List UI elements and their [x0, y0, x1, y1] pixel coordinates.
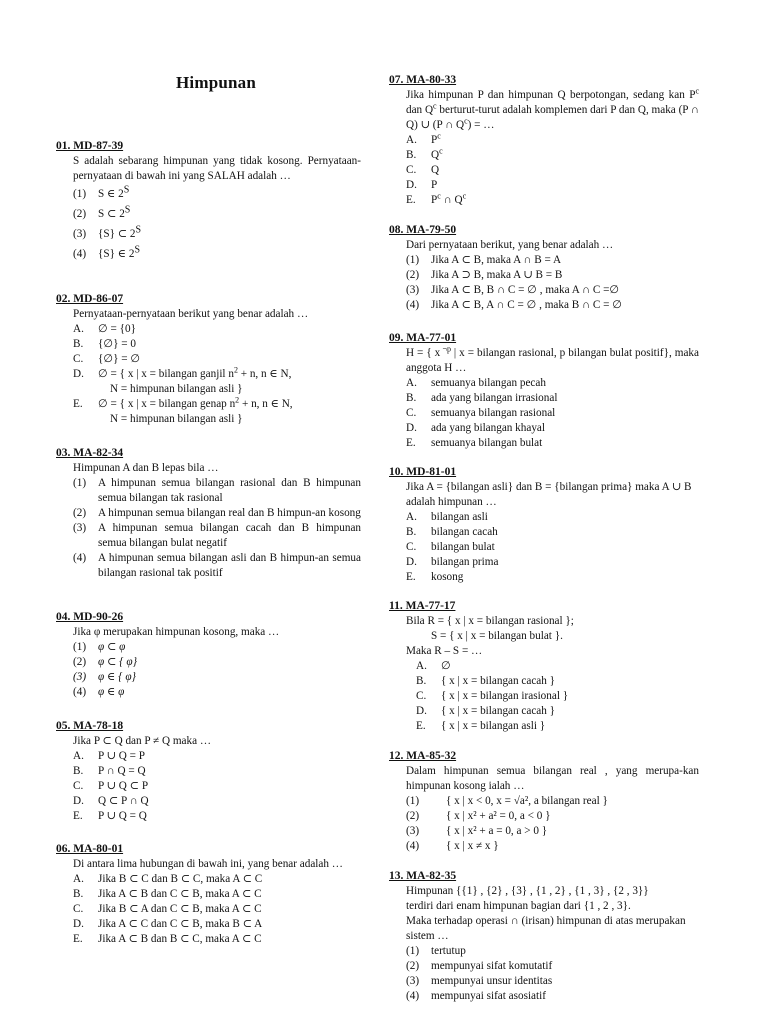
- option: A. bilangan asli: [406, 511, 488, 523]
- option: D. ∅ = { x | x = bilangan ganjil $n^2 + n$, n ∈ N, N = himpunan bilangan asli }: [73, 365, 292, 395]
- question-id: 04. MD-90-26: [56, 611, 124, 623]
- option: (2) A himpunan semua bilangan real dan B himpun-an kosong: [73, 507, 361, 519]
- question-09: [389, 331, 699, 451]
- question-id: 08. MA-79-50: [389, 224, 457, 236]
- option: (3) Jika A ⊂ B, B ∩ C = ∅ , maka A ∩ C =∅: [406, 284, 620, 296]
- question-12: [389, 749, 699, 854]
- question-stem: Bila R = { x | x = bilangan rasional };: [406, 615, 574, 627]
- question-03: [56, 446, 361, 581]
- question-stem: Di antara lima hubungan di bawah ini, yang benar adalah …: [73, 858, 343, 870]
- question-08: [389, 223, 699, 313]
- option: A. semuanya bilangan pecah: [406, 377, 546, 389]
- question-id: 06. MA-80-01: [56, 843, 124, 855]
- option: D. Q ⊂ P ∩ Q: [73, 795, 149, 807]
- option: (1) { x | x < 0, x = √a², a bilangan real }: [406, 795, 608, 807]
- question-stem: Jika φ merupakan himpunan kosong, maka …: [73, 626, 280, 638]
- option: C. semuanya bilangan rasional: [406, 407, 556, 419]
- question-id: 10. MD-81-01: [389, 466, 457, 478]
- option: E. kosong: [406, 571, 464, 583]
- question-stem: Maka R – S = …: [406, 645, 483, 657]
- option: B. { x | x = bilangan cacah }: [416, 675, 556, 687]
- option: B. Jika A ⊂ B dan C ⊂ B, maka A ⊂ C: [73, 888, 262, 900]
- question-stem: Jika A = {bilangan asli} dan B = {bilangan prima} maka A ∪ B adalah himpunan …: [406, 481, 692, 508]
- option: C. Jika B ⊂ A dan C ⊂ B, maka A ⊂ C: [73, 903, 262, 915]
- question-id: 05. MA-78-18: [56, 720, 124, 732]
- option: A. ∅ = {0}: [73, 323, 136, 335]
- question-stem: Dari pernyataan berikut, yang benar adalah …: [406, 239, 614, 251]
- option: B. $Q^c$: [406, 146, 443, 161]
- question-id: 03. MA-82-34: [56, 447, 124, 459]
- question-10: [389, 465, 699, 585]
- question-13: [389, 869, 699, 1004]
- option: E. ∅ = { x | x = bilangan genap $n^2 + n$, n ∈ N, N = himpunan bilangan asli }: [73, 395, 293, 425]
- question-05: [56, 719, 361, 824]
- option: (3) {S} ⊂ $2^S$: [73, 224, 142, 240]
- option: D. { x | x = bilangan cacah }: [416, 705, 556, 717]
- question-stem: Himpunan A dan B lepas bila …: [73, 462, 219, 474]
- question-id: 01. MD-87-39: [56, 140, 124, 152]
- option: E. $P^c$ ∩ $Q^c$: [406, 191, 467, 206]
- question-id: 13. MA-82-35: [389, 870, 457, 882]
- question-stem: Pernyataan-pernyataan berikut yang benar adalah …: [73, 308, 309, 320]
- option: D. ada yang bilangan khayal: [406, 422, 546, 434]
- option: D. bilangan prima: [406, 556, 499, 568]
- option: B. ada yang bilangan irrasional: [406, 392, 558, 404]
- option: B. bilangan cacah: [406, 526, 498, 538]
- question-stem: H = { x $^{\neg p}$ | x = bilangan rasional, p bilangan bulat positif}, maka anggota H …: [406, 344, 699, 374]
- option: (1) Jika A ⊂ B, maka A ∩ B = A: [406, 254, 562, 266]
- option: (2) φ ⊂ { φ}: [73, 656, 138, 668]
- option: A. ∅: [416, 660, 451, 672]
- option: E. semuanya bilangan bulat: [406, 437, 543, 449]
- question-stem: Maka terhadap operasi ∩ (irisan) himpunan di atas merupakan sistem …: [406, 915, 686, 942]
- question-stem: S = { x | x = bilangan bulat }.: [431, 630, 563, 642]
- option: E. { x | x = bilangan asli }: [416, 720, 546, 732]
- option: (4) Jika A ⊂ B, A ∩ C = ∅ , maka B ∩ C = ∅: [406, 299, 622, 311]
- option: (3) φ ∈ { φ}: [73, 671, 136, 683]
- option: C. P ∪ Q ⊂ P: [73, 780, 149, 792]
- option: A. P ∪ Q = P: [73, 750, 145, 762]
- question-stem: Jika P ⊂ Q dan P ≠ Q maka …: [73, 735, 212, 747]
- option: (3) A himpunan semua bilangan cacah dan B himpunan semua bilangan bulat negatif: [73, 522, 361, 549]
- question-stem: terdiri dari enam himpunan bagian dari {1 , 2 , 3}.: [406, 900, 631, 912]
- question-01: [56, 139, 361, 264]
- question-06: [56, 842, 361, 947]
- option: (3) mempunyai unsur identitas: [406, 975, 553, 987]
- question-id: 07. MA-80-33: [389, 74, 457, 86]
- option: B. {∅} = 0: [73, 338, 136, 350]
- question-stem: Dalam himpunan semua bilangan real , yang merupa-kan himpunan kosong ialah …: [406, 765, 699, 792]
- option: C. { x | x = bilangan irasional }: [416, 690, 569, 702]
- option: (4) mempunyai sifat asosiatif: [406, 990, 546, 1002]
- option: (2) { x | x² + a² = 0, a < 0 }: [406, 810, 551, 822]
- question-07: [389, 73, 699, 208]
- option: (3) { x | x² + a = 0, a > 0 }: [406, 825, 548, 837]
- question-id: 12. MA-85-32: [389, 750, 457, 762]
- option: (4) { x | x ≠ x }: [406, 840, 499, 852]
- question-stem: S adalah sebarang himpunan yang tidak kosong. Pernyataan-pernyataan di bawah ini yang SALAH adalah …: [73, 155, 361, 182]
- option: (1) tertutup: [406, 945, 466, 957]
- option: (1) φ ⊂ φ: [73, 641, 126, 653]
- question-11: [389, 599, 699, 734]
- option: (4) {S} ∈ $2^S$: [73, 244, 140, 260]
- option: B. P ∩ Q = Q: [73, 765, 146, 777]
- question-id: 09. MA-77-01: [389, 332, 457, 344]
- question-id: 11. MA-77-17: [389, 600, 456, 612]
- option: (2) mempunyai sifat komutatif: [406, 960, 553, 972]
- option: D. P: [406, 179, 438, 191]
- option: (1) A himpunan semua bilangan rasional dan B himpunan semua bilangan tak rasional: [73, 477, 361, 504]
- option: (2) S ⊂ $2^S$: [73, 204, 131, 220]
- option: (4) A himpunan semua bilangan asli dan B himpun-an semua bilangan rasional tak positif: [73, 552, 361, 579]
- option: A. $P^c$: [406, 131, 441, 146]
- option: C. Q: [406, 164, 440, 176]
- option: (2) Jika A ⊃ B, maka A ∪ B = B: [406, 269, 563, 281]
- option: (4) φ ∈ φ: [73, 686, 125, 698]
- option: C. {∅} = ∅: [73, 353, 141, 365]
- option: C. bilangan bulat: [406, 541, 495, 553]
- question-02: [56, 292, 361, 427]
- question-04: [56, 610, 361, 700]
- option: E. P ∪ Q = Q: [73, 810, 147, 822]
- option: (1) S ∈ $2^S$: [73, 184, 130, 200]
- question-stem: Himpunan {{1} , {2} , {3} , {1 , 2} , {1 , 3} , {2 , 3}}: [406, 885, 649, 897]
- question-stem: Jika himpunan P dan himpunan Q berpotongan, sedang kan $P^c$ dan $Q^c$ berturut-turut adalah komplemen dari P dan Q, maka (P ∩ Q) ∪ (P ∩ $Q^c$) = …: [406, 86, 699, 131]
- page-title: Himpunan: [176, 73, 257, 92]
- question-id: 02. MD-86-07: [56, 293, 124, 305]
- option: E. Jika A ⊂ B dan B ⊂ C, maka A ⊂ C: [73, 933, 262, 945]
- option: D. Jika A ⊂ C dan C ⊂ B, maka B ⊂ A: [73, 918, 263, 930]
- option: A. Jika B ⊂ C dan B ⊂ C, maka A ⊂ C: [73, 873, 263, 885]
